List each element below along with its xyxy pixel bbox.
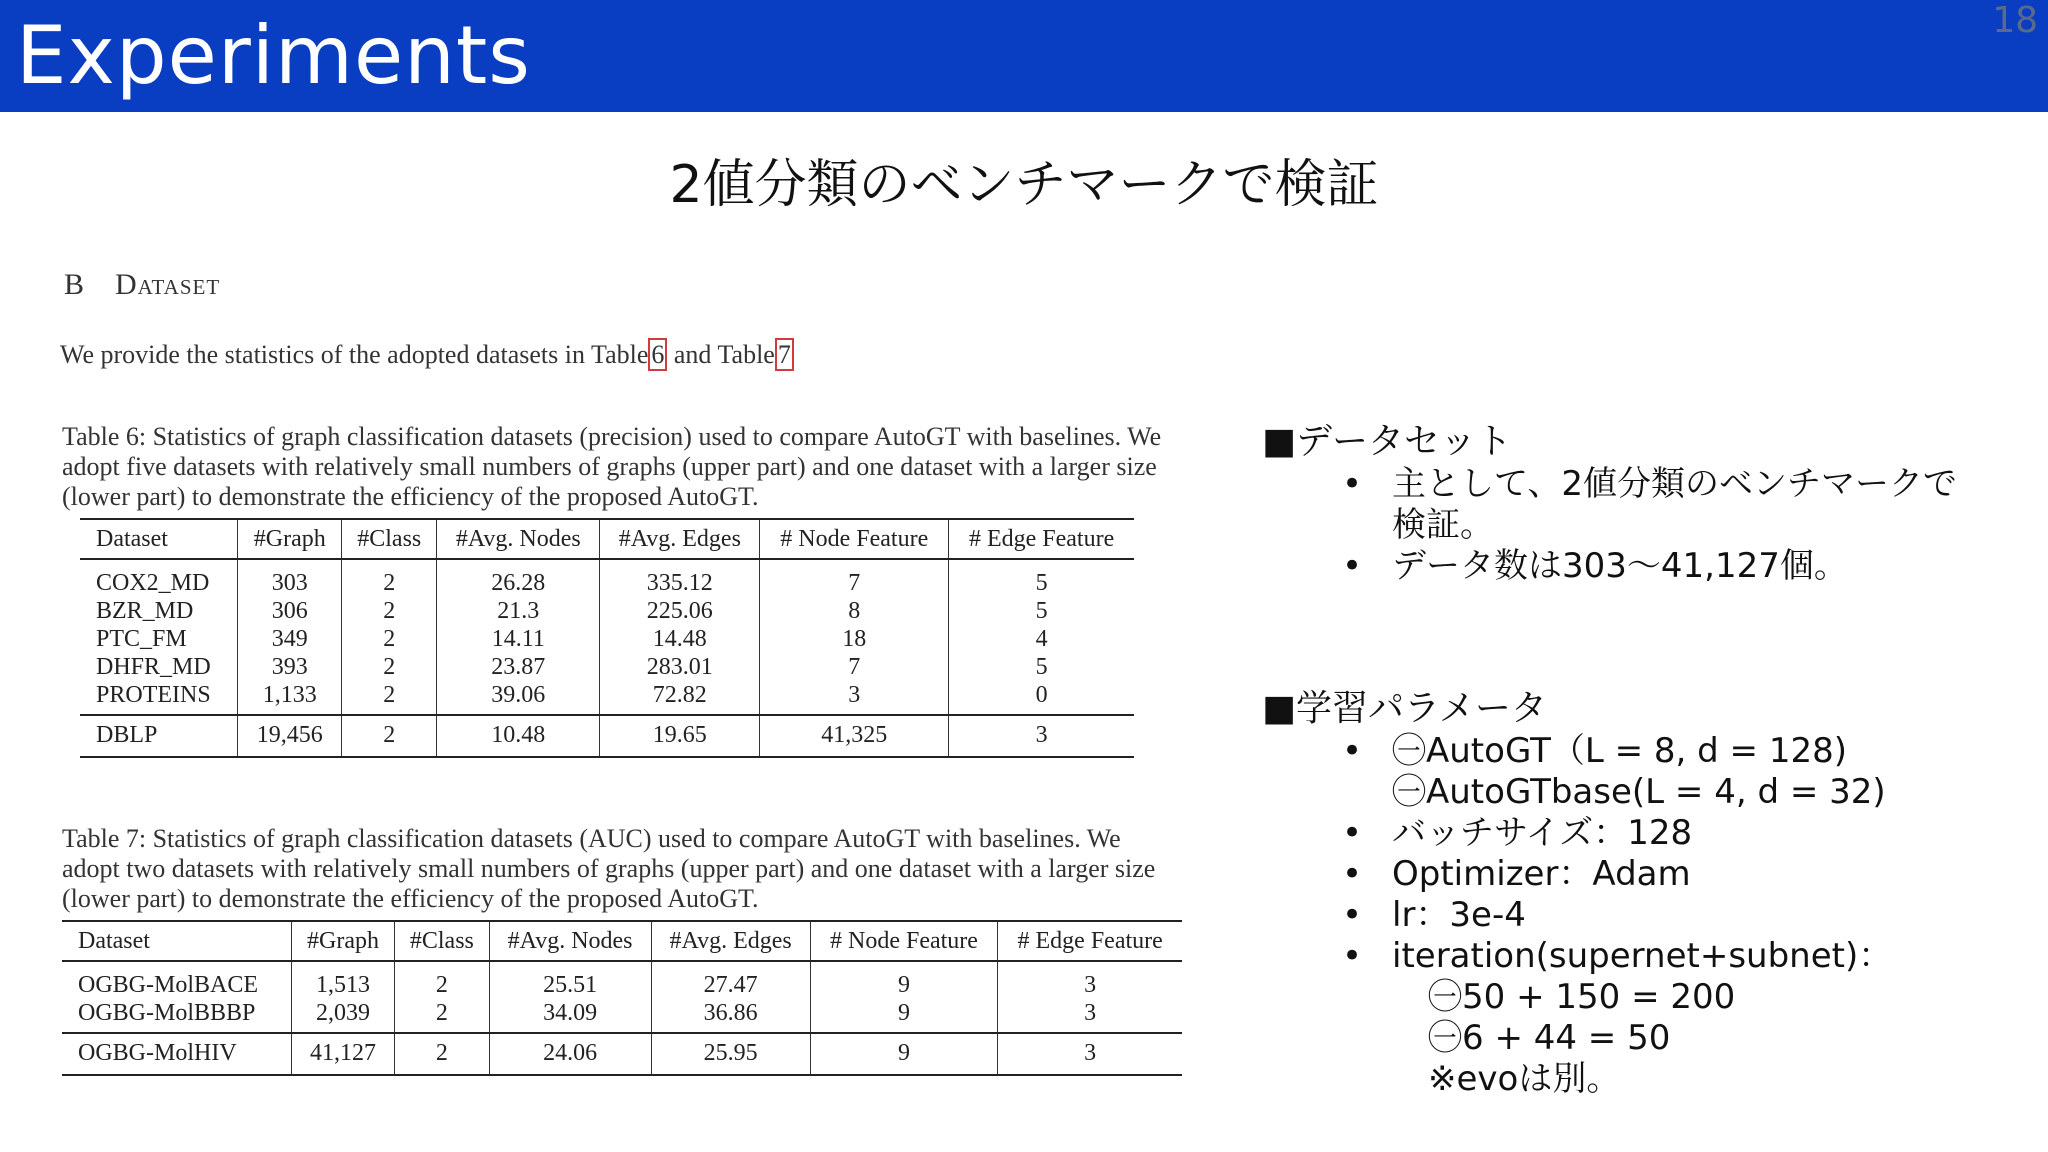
- table6-header-row: [80, 519, 1134, 559]
- table-cell: 23.87: [437, 653, 600, 681]
- table-ref-6[interactable]: 6: [648, 338, 667, 371]
- param-model-2: ㊀AutoGTbase(L = 4, d = 32): [1392, 772, 1886, 812]
- table-cell: 1,133: [238, 681, 342, 715]
- table-cell: OGBG-MolBBBP: [62, 999, 291, 1033]
- table-cell: PROTEINS: [80, 681, 238, 715]
- bullet-icon: •: [1342, 731, 1363, 771]
- table-cell: 2: [342, 653, 437, 681]
- table-cell: 225.06: [600, 597, 760, 625]
- table-row: [62, 1033, 1182, 1075]
- slide-header: [0, 0, 2048, 112]
- params-heading: ■学習パラメータ: [1262, 688, 1547, 729]
- table-cell: 2: [395, 1033, 489, 1075]
- intro-sentence: [60, 340, 794, 370]
- table-cell: 18: [760, 625, 949, 653]
- table-cell: PTC_FM: [96, 626, 187, 652]
- table-ref-7[interactable]: 7: [775, 338, 794, 371]
- table-cell: 349: [238, 625, 342, 653]
- table-cell: 306: [238, 597, 342, 625]
- intro-mid: and Table: [673, 340, 775, 369]
- table-cell: 36.86: [651, 999, 810, 1033]
- list-item: [1342, 854, 2022, 895]
- list-item: [1342, 464, 2022, 546]
- table7-col-header: Dataset: [62, 921, 291, 961]
- table-cell: 303: [238, 559, 342, 597]
- table6-col-header: Dataset: [80, 519, 238, 559]
- table-cell: 25.95: [651, 1033, 810, 1075]
- table-cell: 25.51: [489, 961, 651, 999]
- table-row: [80, 653, 1134, 681]
- page-number: 18: [1992, 0, 2038, 41]
- table-cell: 2: [342, 715, 437, 757]
- table-cell: 7: [760, 559, 949, 597]
- table7-col-header: #Class: [395, 921, 489, 961]
- table-cell: 8: [760, 597, 949, 625]
- table-cell: 72.82: [600, 681, 760, 715]
- table-cell: 9: [810, 1033, 998, 1075]
- table-cell: 3: [998, 961, 1182, 999]
- table-cell: 2: [342, 597, 437, 625]
- list-item: [1342, 936, 2022, 1100]
- table-cell: 5: [949, 653, 1134, 681]
- table-cell: 26.28: [437, 559, 600, 597]
- table-cell: 34.09: [489, 999, 651, 1033]
- table-cell: 4: [949, 625, 1134, 653]
- section-title: Dataset: [115, 268, 221, 301]
- param-iter: iteration(supernet+subnet)：: [1392, 936, 1893, 976]
- slide-title: Experiments: [16, 9, 531, 102]
- table-row: [80, 715, 1134, 757]
- dataset-list: [1262, 464, 2022, 587]
- table-cell: 1,513: [291, 961, 394, 999]
- list-item: [1342, 813, 2022, 854]
- bullet-icon: •: [1342, 895, 1363, 935]
- table7: [62, 920, 1182, 1076]
- table7-header-row: [62, 921, 1182, 961]
- param-batch: バッチサイズ：128: [1392, 813, 1693, 853]
- intro-pre: We provide the statistics of the adopted datasets in Table: [60, 340, 649, 369]
- table-cell: 2: [342, 559, 437, 597]
- param-iter-note: ※evoは別。: [1428, 1059, 1621, 1099]
- table-cell: 39.06: [437, 681, 600, 715]
- table-cell: 19,456: [238, 715, 342, 757]
- table-cell: 335.12: [600, 559, 760, 597]
- table-row: [62, 961, 1182, 999]
- table-cell: 9: [810, 999, 998, 1033]
- bullet-icon: •: [1342, 936, 1363, 976]
- table-cell: DHFR_MD: [96, 654, 211, 680]
- table-row: [80, 597, 1134, 625]
- table7-col-header: # Node Feature: [810, 921, 998, 961]
- table-cell: 393: [238, 653, 342, 681]
- list-item: [1342, 731, 2022, 813]
- table-cell: 3: [760, 681, 949, 715]
- list-item: [1342, 546, 2022, 587]
- table-cell: 0: [949, 681, 1134, 715]
- table-cell: 2: [342, 625, 437, 653]
- table-cell: 3: [949, 715, 1134, 757]
- table6-col-header: #Class: [342, 519, 437, 559]
- table7-col-header: # Edge Feature: [998, 921, 1182, 961]
- table6-col-header: #Avg. Edges: [600, 519, 760, 559]
- table6-col-header: #Graph: [238, 519, 342, 559]
- table-cell: 3: [998, 999, 1182, 1033]
- param-optimizer: Optimizer：Adam: [1392, 854, 1691, 894]
- table-cell: 41,127: [291, 1033, 394, 1075]
- table-cell: BZR_MD: [96, 598, 194, 624]
- param-iter-2: ㊀6 + 44 = 50: [1428, 1018, 1671, 1058]
- param-model-1: ㊀AutoGT（L = 8, d = 128): [1392, 731, 1847, 771]
- table-row: [80, 559, 1134, 597]
- param-lr: lr：3e-4: [1392, 895, 1526, 935]
- table-row: [80, 625, 1134, 653]
- table6-col-header: # Edge Feature: [949, 519, 1134, 559]
- table7-col-header: #Avg. Edges: [651, 921, 810, 961]
- table-cell: 2,039: [291, 999, 394, 1033]
- notes-panel: [1262, 420, 2022, 1100]
- list-item-text: データ数は303〜41,127個。: [1392, 546, 1848, 586]
- bullet-icon: •: [1342, 813, 1363, 853]
- table6: [80, 518, 1134, 758]
- table7-col-header: #Avg. Nodes: [489, 921, 651, 961]
- table7-col-header: #Graph: [291, 921, 394, 961]
- param-iter-1: ㊀50 + 150 = 200: [1428, 977, 1736, 1017]
- table7-caption: Table 7: Statistics of graph classification datasets (AUC) used to compare AutoGT with baselines. We adopt two datasets with relatively small numbers of graphs (upper part) and one dataset with a larger size (lower part) to demonstrate the efficiency of the proposed AutoGT.: [62, 824, 1156, 913]
- table6-col-header: # Node Feature: [760, 519, 949, 559]
- list-item-text: 検証。: [1392, 505, 1494, 545]
- section-number: B: [64, 268, 86, 301]
- table-cell: 41,325: [760, 715, 949, 757]
- bullet-icon: •: [1342, 854, 1363, 894]
- table-cell: 24.06: [489, 1033, 651, 1075]
- section-heading: [64, 268, 220, 302]
- table-cell: DBLP: [80, 715, 238, 757]
- list-item: [1342, 895, 2022, 936]
- list-item-text: 主として、2値分類のベンチマークで: [1392, 464, 1957, 504]
- slide-subtitle: 2値分類のベンチマークで検証: [669, 155, 1379, 215]
- table6-col-header: #Avg. Nodes: [437, 519, 600, 559]
- table-cell: 5: [949, 559, 1134, 597]
- table-cell: 10.48: [437, 715, 600, 757]
- bullet-icon: •: [1342, 464, 1363, 504]
- table-cell: 2: [395, 999, 489, 1033]
- table-cell: 283.01: [600, 653, 760, 681]
- table-cell: 3: [998, 1033, 1182, 1075]
- table-cell: 14.11: [437, 625, 600, 653]
- table-cell: 14.48: [600, 625, 760, 653]
- table-cell: 21.3: [437, 597, 600, 625]
- params-list: [1262, 731, 2022, 1100]
- bullet-icon: •: [1342, 546, 1363, 586]
- dataset-heading: ■データセット: [1262, 421, 1513, 462]
- table-cell: OGBG-MolHIV: [62, 1033, 291, 1075]
- table-cell: 5: [949, 597, 1134, 625]
- table-cell: 2: [395, 961, 489, 999]
- table-row: [62, 999, 1182, 1033]
- table-cell: 2: [342, 681, 437, 715]
- table6-caption: Table 6: Statistics of graph classification datasets (precision) used to compare AutoGT with baselines. We adopt five datasets with relatively small numbers of graphs (upper part) and one dataset with a larger size (lower part) to demonstrate the efficiency of the proposed AutoGT.: [62, 422, 1162, 511]
- table-cell: 7: [760, 653, 949, 681]
- table-cell: COX2_MD: [96, 570, 210, 596]
- table-cell: OGBG-MolBACE: [78, 972, 259, 998]
- table-cell: 9: [810, 961, 998, 999]
- table-cell: 19.65: [600, 715, 760, 757]
- table-cell: 27.47: [651, 961, 810, 999]
- table-row: [80, 681, 1134, 715]
